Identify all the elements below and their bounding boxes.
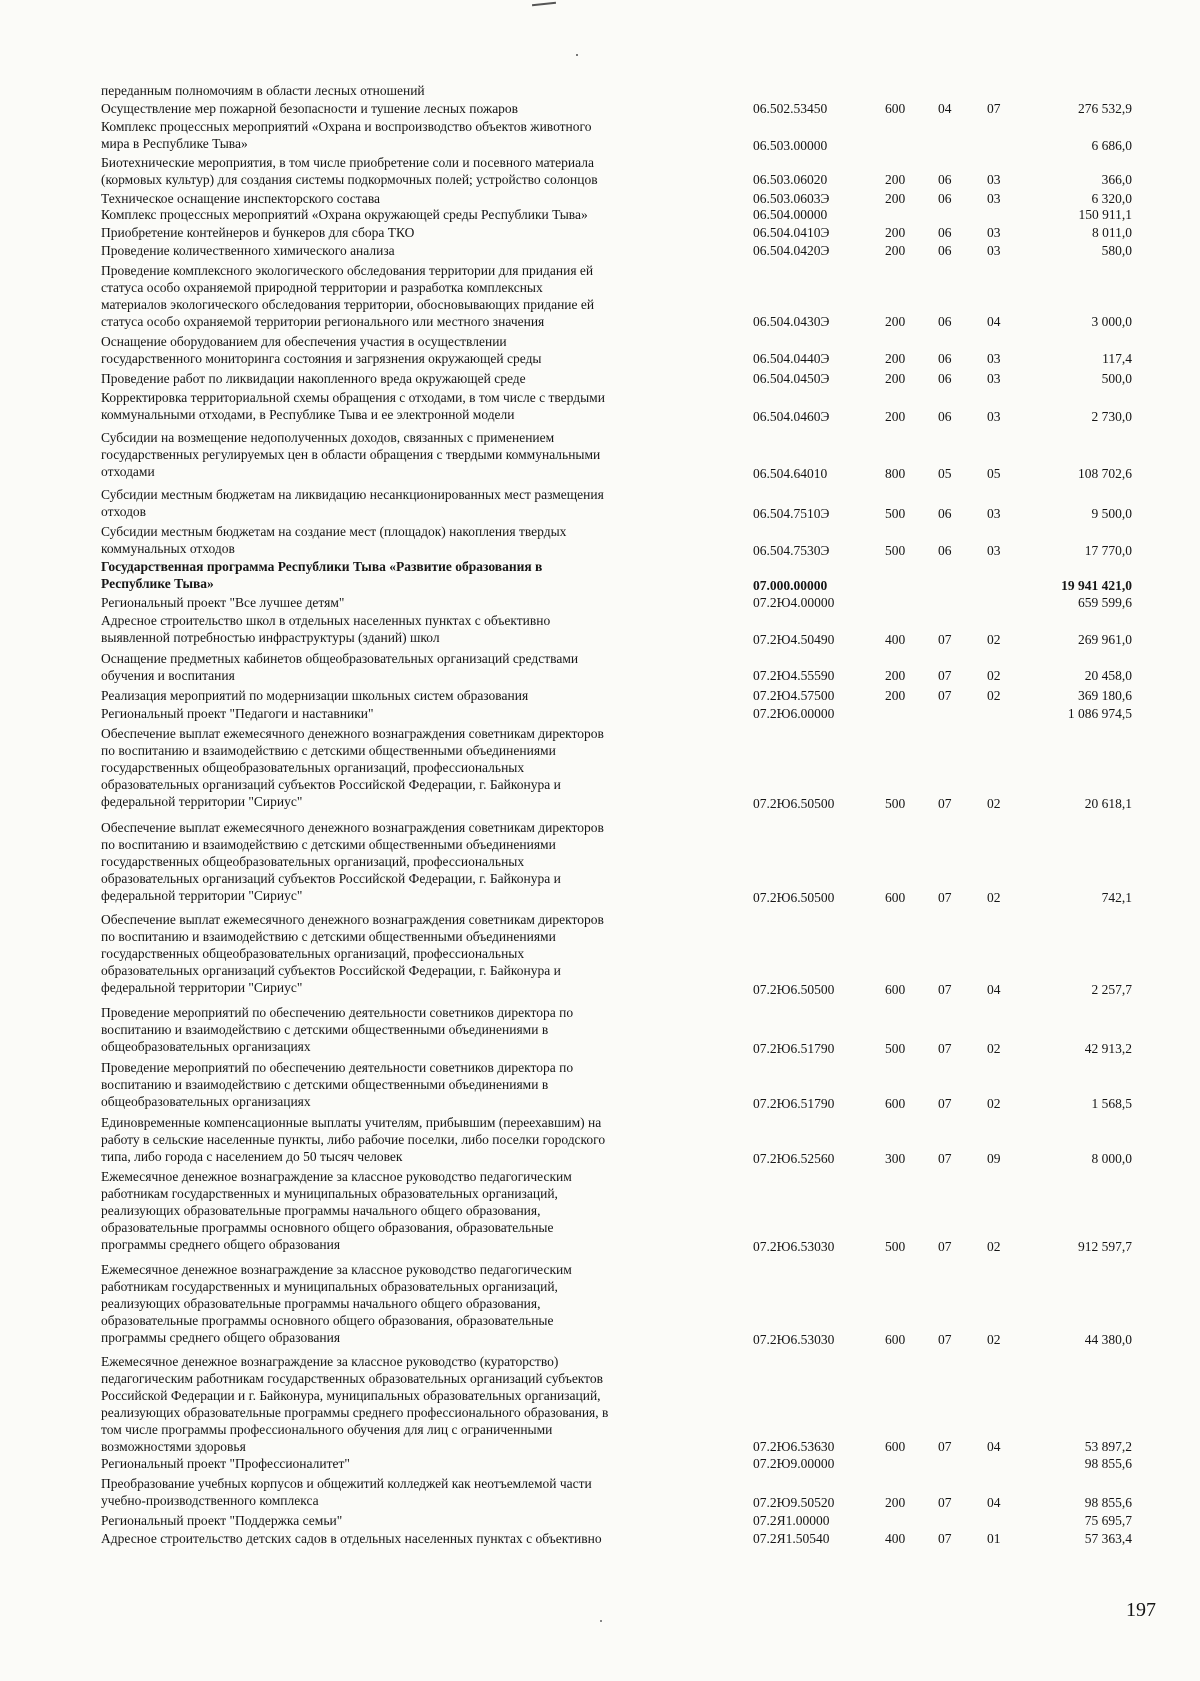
amount: 2 257,7 <box>1091 982 1132 997</box>
expense-type: 300 <box>885 1151 906 1166</box>
table-row <box>0 224 1200 241</box>
scan-mark <box>532 2 556 6</box>
amount: 742,1 <box>1101 890 1132 905</box>
amount: 19 941 421,0 <box>1061 578 1132 593</box>
amount: 108 702,6 <box>1078 466 1132 481</box>
amount: 42 913,2 <box>1084 1041 1132 1056</box>
target-code: 07.2Ю6.50500 <box>753 890 835 905</box>
target-code: 06.504.0430Э <box>753 314 830 329</box>
target-code: 07.2Ю4.55590 <box>753 668 835 683</box>
target-code: 06.503.06020 <box>753 172 828 187</box>
table-row <box>0 1475 1200 1511</box>
table-row <box>0 523 1200 559</box>
expense-type: 200 <box>885 191 906 206</box>
row-name: Субсидии местным бюджетам на ликвидацию несанкционированных мест размещения отходов <box>101 487 604 519</box>
expense-type: 200 <box>885 371 906 386</box>
expense-type: 200 <box>885 688 906 703</box>
expense-type: 800 <box>885 466 906 481</box>
subsection-code: 03 <box>987 351 1001 366</box>
row-name: Проведение комплексного экологического обследования территории для придания ей статуса особо охраняемой природной территории и разработка комплексных материалов экологического обследования территории, обосновывающих придание ей статуса особо охраняемой территории регионального или местного значения <box>101 263 595 329</box>
section-code: 07 <box>938 1041 952 1056</box>
subsection-code: 02 <box>987 1332 1001 1347</box>
row-name: Ежемесячное денежное вознаграждение за классное руководство педагогическим работникам государственных и муниципальных образовательных организаций, реализующих образовательные программы начального общего образования, образовательные программы основного общего образования, образовательные программы среднего общего образования <box>101 1262 572 1345</box>
amount: 75 695,7 <box>1084 1513 1132 1528</box>
amount: 20 618,1 <box>1084 796 1132 811</box>
section-code: 07 <box>938 890 952 905</box>
section-code: 06 <box>938 225 952 240</box>
amount: 580,0 <box>1101 243 1132 258</box>
section-code: 06 <box>938 191 952 206</box>
section-code: 06 <box>938 409 952 424</box>
subsection-code: 02 <box>987 632 1001 647</box>
table-row <box>0 262 1200 330</box>
subsection-code: 07 <box>987 101 1001 116</box>
target-code: 07.2Ю4.00000 <box>753 595 835 610</box>
subsection-code: 02 <box>987 1041 1001 1056</box>
row-name: Преобразование учебных корпусов и общежитий колледжей как неотъемлемой части учебно-производственного комплекса <box>101 1476 592 1508</box>
section-code: 06 <box>938 243 952 258</box>
target-code: 07.2Ю9.50520 <box>753 1495 835 1510</box>
subsection-code: 05 <box>987 466 1001 481</box>
expense-type: 200 <box>885 225 906 240</box>
target-code: 06.502.53450 <box>753 101 828 116</box>
amount: 44 380,0 <box>1084 1332 1132 1347</box>
subsection-code: 03 <box>987 371 1001 386</box>
target-code: 07.2Ю6.52560 <box>753 1151 835 1166</box>
table-row <box>0 1059 1200 1112</box>
row-name: Субсидии на возмещение недополученных доходов, связанных с применением государственных регулируемых цен в области обращения с твердыми коммунальными отходами <box>101 430 601 479</box>
expense-type: 200 <box>885 243 906 258</box>
amount: 269 961,0 <box>1078 632 1132 647</box>
expense-type: 200 <box>885 409 906 424</box>
table-row <box>0 82 1200 99</box>
subsection-code: 02 <box>987 890 1001 905</box>
expense-type: 500 <box>885 506 906 521</box>
amount: 500,0 <box>1101 371 1132 386</box>
subsection-code: 03 <box>987 191 1001 206</box>
table-row <box>0 819 1200 906</box>
amount: 366,0 <box>1101 172 1132 187</box>
subsection-code: 04 <box>987 1439 1001 1454</box>
table-row <box>0 1168 1200 1255</box>
row-name: Региональный проект "Поддержка семьи" <box>101 1513 343 1528</box>
target-code: 07.2Ю6.50500 <box>753 796 835 811</box>
section-code: 06 <box>938 371 952 386</box>
amount: 1 568,5 <box>1091 1096 1132 1111</box>
row-name: Адресное строительство детских садов в отдельных населенных пунктах с объективно <box>101 1531 602 1546</box>
subsection-code: 02 <box>987 1239 1001 1254</box>
table-row <box>0 370 1200 387</box>
table-row <box>0 1353 1200 1455</box>
amount: 6 320,0 <box>1091 191 1132 206</box>
target-code: 07.2Ю6.51790 <box>753 1041 835 1056</box>
row-name: Региональный проект "Педагоги и наставники" <box>101 706 374 721</box>
row-name: Проведение количественного химического анализа <box>101 243 395 258</box>
amount: 659 599,6 <box>1078 595 1132 610</box>
row-name: Проведение работ по ликвидации накопленного вреда окружающей среде <box>101 371 526 386</box>
row-name: Оснащение оборудованием для обеспечения участия в осуществлении государственного мониторинга состояния и загрязнения окружающей среды <box>101 334 542 366</box>
target-code: 07.2Ю4.50490 <box>753 632 835 647</box>
table-row <box>0 154 1200 188</box>
subsection-code: 04 <box>987 314 1001 329</box>
target-code: 07.000.00000 <box>753 578 828 593</box>
section-code: 06 <box>938 351 952 366</box>
amount: 276 532,9 <box>1078 101 1132 116</box>
section-code: 07 <box>938 668 952 683</box>
expense-type: 500 <box>885 1041 906 1056</box>
subsection-code: 03 <box>987 543 1001 558</box>
row-name: Реализация мероприятий по модернизации школьных систем образования <box>101 688 529 703</box>
table-row <box>0 389 1200 425</box>
section-code: 06 <box>938 543 952 558</box>
table-row <box>0 429 1200 482</box>
section-code: 07 <box>938 1332 952 1347</box>
row-name: Адресное строительство школ в отдельных населенных пунктах с объективно выявленной потребностью инфраструктуры (зданий) школ <box>101 613 551 645</box>
scan-speck <box>576 54 578 56</box>
section-code: 07 <box>938 688 952 703</box>
row-name: Единовременные компенсационные выплаты учителям, прибывшим (переехавшим) на работу в сельские населенные пункты, либо рабочие поселки, либо поселки городского типа, либо города с населением до 50 тысяч человек <box>101 1115 606 1164</box>
target-code: 06.504.0420Э <box>753 243 830 258</box>
amount: 20 458,0 <box>1084 668 1132 683</box>
expense-type: 600 <box>885 890 906 905</box>
section-code: 06 <box>938 314 952 329</box>
section-code: 07 <box>938 1495 952 1510</box>
amount: 57 363,4 <box>1084 1531 1132 1546</box>
row-name: Ежемесячное денежное вознаграждение за классное руководство педагогическим работникам государственных и муниципальных образовательных организаций, реализующих образовательные программы начального общего образования, образовательные программы основного общего образования, образовательные программы среднего общего образования <box>101 1169 572 1252</box>
subsection-code: 02 <box>987 1096 1001 1111</box>
amount: 8 011,0 <box>1092 225 1132 240</box>
amount: 17 770,0 <box>1084 543 1132 558</box>
target-code: 06.504.0440Э <box>753 351 830 366</box>
row-name: Обеспечение выплат ежемесячного денежного вознаграждения советникам директоров по воспитанию и взаимодействию с детскими общественными объединениями государственных общеобразовательных организаций, профессиональных образовательных организаций субъектов Российской Федерации, г. Байконура и федеральной территории "Сириус" <box>101 820 604 903</box>
target-code: 07.2Ю4.57500 <box>753 688 835 703</box>
table-row <box>0 190 1200 207</box>
table-row <box>0 486 1200 522</box>
table-row <box>0 1455 1200 1472</box>
target-code: 07.2Ю6.53630 <box>753 1439 835 1454</box>
section-code: 05 <box>938 466 952 481</box>
table-row <box>0 1114 1200 1167</box>
section-code: 07 <box>938 1239 952 1254</box>
target-code: 07.2Ю9.00000 <box>753 1456 835 1471</box>
section-code: 07 <box>938 1531 952 1546</box>
target-code: 06.504.00000 <box>753 207 828 222</box>
row-name: Обеспечение выплат ежемесячного денежного вознаграждения советникам директоров по воспитанию и взаимодействию с детскими общественными объединениями государственных общеобразовательных организаций, профессиональных образовательных организаций субъектов Российской Федерации, г. Байконура и федеральной территории "Сириус" <box>101 912 604 995</box>
expense-type: 200 <box>885 1495 906 1510</box>
row-name: Техническое оснащение инспекторского состава <box>101 191 381 206</box>
table-row <box>0 333 1200 367</box>
amount: 8 000,0 <box>1091 1151 1132 1166</box>
subsection-code: 02 <box>987 668 1001 683</box>
subsection-code: 03 <box>987 172 1001 187</box>
table-row <box>0 911 1200 998</box>
row-name: Ежемесячное денежное вознаграждение за классное руководство (кураторство) педагогическим работникам государственных образовательных организаций субъектов Российской Федерации и г. Байконура, муниципальных образовательных организаций, реализующих образовательные программы среднего профессионального образования, в том числе программы профессионального обучения для лиц с ограниченными возможностями здоровья <box>101 1354 609 1454</box>
table-row <box>0 650 1200 684</box>
amount: 1 086 974,5 <box>1067 706 1132 721</box>
table-row <box>0 206 1200 223</box>
row-name: Оснащение предметных кабинетов общеобразовательных организаций средствами обучения и воспитания <box>101 651 579 683</box>
target-code: 07.2Ю6.00000 <box>753 706 835 721</box>
table-row <box>0 118 1200 154</box>
expense-type: 600 <box>885 982 906 997</box>
row-name: переданным полномочиям в области лесных отношений <box>101 83 425 98</box>
section-code: 07 <box>938 1096 952 1111</box>
row-name: Проведение мероприятий по обеспечению деятельности советников директора по воспитанию и взаимодействию с детскими общественными объединениями в общеобразовательных организациях <box>101 1005 574 1054</box>
row-name: Региональный проект "Профессионалитет" <box>101 1456 350 1471</box>
expense-type: 400 <box>885 632 906 647</box>
target-code: 06.504.0410Э <box>753 225 830 240</box>
subsection-code: 03 <box>987 409 1001 424</box>
expense-type: 600 <box>885 1096 906 1111</box>
subsection-code: 04 <box>987 1495 1001 1510</box>
subsection-code: 03 <box>987 506 1001 521</box>
expense-type: 500 <box>885 543 906 558</box>
expense-type: 500 <box>885 1239 906 1254</box>
table-row <box>0 725 1200 812</box>
row-name: Приобретение контейнеров и бункеров для сбора ТКО <box>101 225 415 240</box>
amount: 3 000,0 <box>1091 314 1132 329</box>
row-name: Комплекс процессных мероприятий «Охрана окружающей среды Республики Тыва» <box>101 207 588 222</box>
table-row <box>0 242 1200 259</box>
target-code: 06.503.00000 <box>753 138 828 153</box>
amount: 9 500,0 <box>1091 506 1132 521</box>
expense-type: 200 <box>885 172 906 187</box>
table-row <box>0 558 1200 594</box>
amount: 912 597,7 <box>1078 1239 1132 1254</box>
section-code: 07 <box>938 982 952 997</box>
section-code: 06 <box>938 172 952 187</box>
target-code: 07.2Ю6.51790 <box>753 1096 835 1111</box>
target-code: 06.504.7530Э <box>753 543 830 558</box>
expense-type: 600 <box>885 1332 906 1347</box>
amount: 117,4 <box>1102 351 1132 366</box>
row-name: Государственная программа Республики Тыва «Развитие образования в Республике Тыва» <box>101 559 543 591</box>
expense-type: 500 <box>885 796 906 811</box>
table-row <box>0 705 1200 722</box>
table-row <box>0 1530 1200 1547</box>
row-name: Корректировка территориальной схемы обращения с отходами, в том числе с твердыми коммунальными отходами, в Республике Тыва и ее электронной модели <box>101 390 605 422</box>
table-row <box>0 612 1200 648</box>
target-code: 07.2Я1.00000 <box>753 1513 830 1528</box>
row-name: Региональный проект "Все лучшее детям" <box>101 595 345 610</box>
target-code: 07.2Я1.50540 <box>753 1531 830 1546</box>
amount: 98 855,6 <box>1084 1495 1132 1510</box>
target-code: 07.2Ю6.50500 <box>753 982 835 997</box>
section-code: 07 <box>938 1151 952 1166</box>
table-row <box>0 1261 1200 1348</box>
page-number: 197 <box>1126 1599 1156 1621</box>
section-code: 06 <box>938 506 952 521</box>
target-code: 06.504.7510Э <box>753 506 830 521</box>
section-code: 07 <box>938 632 952 647</box>
expense-type: 600 <box>885 1439 906 1454</box>
amount: 98 855,6 <box>1084 1456 1132 1471</box>
amount: 53 897,2 <box>1084 1439 1132 1454</box>
subsection-code: 03 <box>987 243 1001 258</box>
row-name: Комплекс процессных мероприятий «Охрана и воспроизводство объектов животного мира в Республике Тыва» <box>101 119 592 151</box>
target-code: 06.504.64010 <box>753 466 828 481</box>
section-code: 04 <box>938 101 952 116</box>
scan-speck <box>600 1620 602 1622</box>
subsection-code: 04 <box>987 982 1001 997</box>
row-name: Биотехнические мероприятия, в том числе приобретение соли и посевного материала (кормовых культур) для создания системы подкормочных полей; устройство солонцов <box>101 155 598 187</box>
table-row <box>0 687 1200 704</box>
expense-type: 200 <box>885 314 906 329</box>
expense-type: 600 <box>885 101 906 116</box>
subsection-code: 02 <box>987 796 1001 811</box>
subsection-code: 01 <box>987 1531 1001 1546</box>
table-row <box>0 594 1200 611</box>
table-row <box>0 1004 1200 1057</box>
row-name: Обеспечение выплат ежемесячного денежного вознаграждения советникам директоров по воспитанию и взаимодействию с детскими общественными объединениями государственных общеобразовательных организаций, профессиональных образовательных организаций субъектов Российской Федерации, г. Байконура и федеральной территории "Сириус" <box>101 726 604 809</box>
target-code: 07.2Ю6.53030 <box>753 1239 835 1254</box>
section-code: 07 <box>938 796 952 811</box>
amount: 369 180,6 <box>1078 688 1132 703</box>
expense-type: 200 <box>885 668 906 683</box>
expense-type: 200 <box>885 351 906 366</box>
amount: 6 686,0 <box>1091 138 1132 153</box>
row-name: Проведение мероприятий по обеспечению деятельности советников директора по воспитанию и взаимодействию с детскими общественными объединениями в общеобразовательных организациях <box>101 1060 574 1109</box>
target-code: 06.504.0460Э <box>753 409 830 424</box>
table-row <box>0 100 1200 117</box>
target-code: 07.2Ю6.53030 <box>753 1332 835 1347</box>
target-code: 06.504.0450Э <box>753 371 830 386</box>
subsection-code: 09 <box>987 1151 1001 1166</box>
row-name: Осуществление мер пожарной безопасности и тушение лесных пожаров <box>101 101 519 116</box>
expense-type: 400 <box>885 1531 906 1546</box>
amount: 150 911,1 <box>1078 207 1132 222</box>
amount: 2 730,0 <box>1091 409 1132 424</box>
subsection-code: 02 <box>987 688 1001 703</box>
subsection-code: 03 <box>987 225 1001 240</box>
section-code: 07 <box>938 1439 952 1454</box>
row-name: Субсидии местным бюджетам на создание мест (площадок) накопления твердых коммунальных отходов <box>101 524 567 556</box>
table-row <box>0 1512 1200 1529</box>
target-code: 06.503.0603Э <box>753 191 830 206</box>
